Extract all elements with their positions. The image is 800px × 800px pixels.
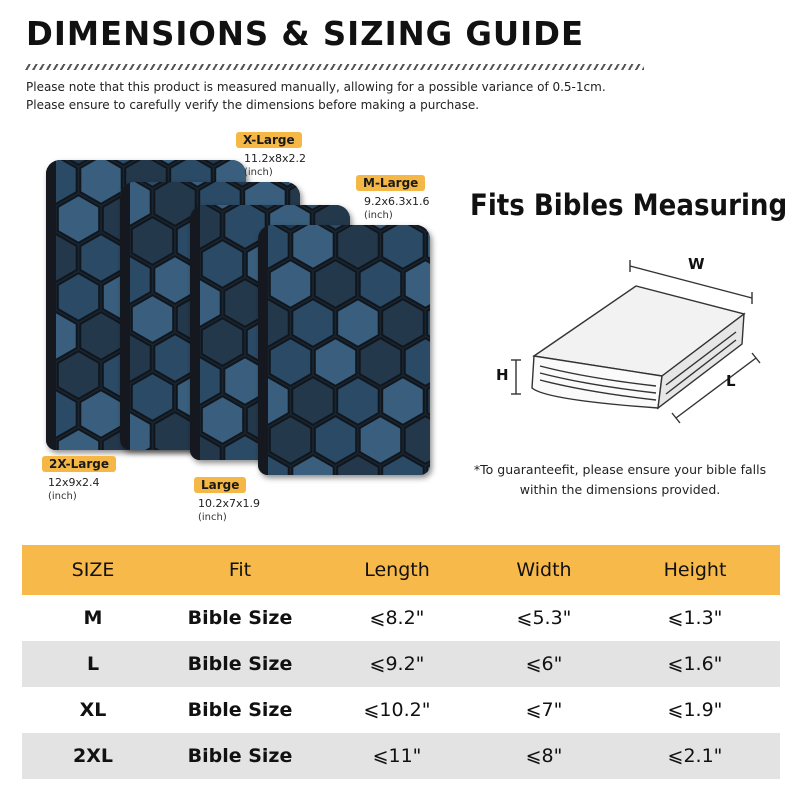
- cell-size: 2XL: [22, 733, 164, 779]
- col-length: Length: [316, 545, 478, 595]
- dashed-divider: [24, 64, 644, 70]
- cell-fit: Bible Size: [164, 687, 316, 733]
- size-unit-x-large: (inch): [244, 167, 273, 178]
- book-dimension-diagram: [486, 248, 766, 428]
- size-dims-m-large: 9.2x6.3x1.6: [364, 195, 430, 208]
- cell-width: ⩽7": [478, 687, 610, 733]
- cell-size: XL: [22, 687, 164, 733]
- cell-height: ⩽2.1": [610, 733, 780, 779]
- size-table: [22, 545, 780, 779]
- cover-medium-large: [258, 225, 430, 475]
- table-header-row: [22, 545, 780, 595]
- col-size: SIZE: [22, 545, 164, 595]
- zipper-spine: [120, 182, 130, 450]
- width-label: W: [688, 255, 705, 273]
- size-unit-m-large: (inch): [364, 210, 393, 221]
- cell-length: ⩽10.2": [316, 687, 478, 733]
- table-row: [22, 641, 780, 687]
- table-row: [22, 733, 780, 779]
- col-height: Height: [610, 545, 780, 595]
- size-unit-2x-large: (inch): [48, 491, 77, 502]
- size-unit-large: (inch): [198, 512, 227, 523]
- length-label: L: [726, 372, 736, 390]
- verify-note: Please ensure to carefully verify the dimensions before making a purchase.: [26, 98, 480, 112]
- size-dims-x-large: 11.2x8x2.2: [244, 152, 307, 165]
- size-tag-m-large: M-Large: [356, 175, 425, 191]
- table-row: [22, 687, 780, 733]
- cell-length: ⩽11": [316, 733, 478, 779]
- zipper-spine: [46, 160, 56, 450]
- col-width: Width: [478, 545, 610, 595]
- cell-fit: Bible Size: [164, 733, 316, 779]
- cell-size: M: [22, 595, 164, 641]
- cell-height: ⩽1.9": [610, 687, 780, 733]
- col-fit: Fit: [164, 545, 316, 595]
- size-tag-2x-large: 2X-Large: [42, 456, 116, 472]
- cell-fit: Bible Size: [164, 641, 316, 687]
- measurement-note: Please note that this product is measured manually, allowing for a possible variance of 0.5-1cm.: [26, 80, 606, 94]
- fit-note-continued: within the dimensions provided.: [519, 482, 721, 497]
- size-tag-large: Large: [194, 477, 246, 493]
- table-row: [22, 595, 780, 641]
- size-tag-x-large: X-Large: [236, 132, 302, 148]
- size-dims-large: 10.2x7x1.9: [198, 497, 261, 510]
- cell-size: L: [22, 641, 164, 687]
- cell-length: ⩽9.2": [316, 641, 478, 687]
- height-label: H: [496, 366, 509, 384]
- fit-panel-title: Fits Bibles Measuring: [470, 188, 788, 222]
- cell-height: ⩽1.6": [610, 641, 780, 687]
- cell-width: ⩽5.3": [478, 595, 610, 641]
- cell-fit: Bible Size: [164, 595, 316, 641]
- cell-width: ⩽8": [478, 733, 610, 779]
- cell-width: ⩽6": [478, 641, 610, 687]
- cell-height: ⩽1.3": [610, 595, 780, 641]
- zipper-spine: [258, 225, 268, 475]
- size-dims-2x-large: 12x9x2.4: [48, 476, 100, 489]
- zipper-spine: [190, 205, 200, 460]
- cell-length: ⩽8.2": [316, 595, 478, 641]
- page-title: DIMENSIONS & SIZING GUIDE: [26, 14, 585, 53]
- cover-art: [258, 225, 430, 475]
- fit-note: *To guaranteefit, please ensure your bible falls: [473, 462, 767, 477]
